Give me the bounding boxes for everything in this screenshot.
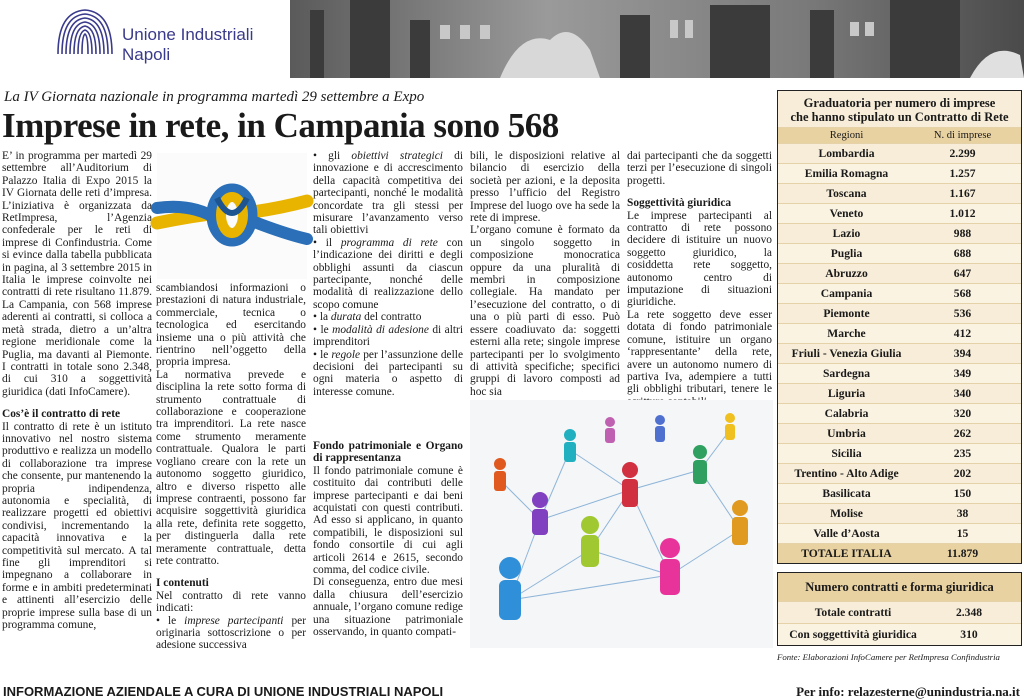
table-row	[778, 383, 1021, 403]
region-count: 38	[956, 507, 969, 520]
contract-label: Totale contratti	[814, 606, 892, 619]
logo-line2: Napoli	[122, 45, 171, 64]
paragraph: dai partecipanti che da soggetti terzi per l’esecuzione di singoli progetti.	[627, 150, 772, 187]
regions-table-title-line2: che hanno stipulato un Contratto di Rete	[790, 110, 1009, 124]
paragraph: L’organo comune è formato da un singolo soggetto in composizione monocratica oppure da una pluralità di membri in composizione collegiale. Ha mandato per l’esecuzione del contratto, o di una o più parti di esso. Può essere coadiuvato da: soggetti esterni alla rete; singole imprese partecipanti per lo svolgimento di attività specifiche; specifici gruppi di lavoro composti ad hoc sia	[470, 224, 620, 398]
region-count: 150	[953, 487, 972, 500]
column-header-count: N. di imprese	[933, 130, 992, 141]
table-row	[778, 143, 1021, 163]
bullet-item	[313, 150, 463, 237]
header-photo	[290, 0, 1024, 78]
region-name: Calabria	[824, 407, 869, 420]
table-row	[778, 163, 1021, 183]
subheading: Fondo patrimoniale e Organo di rappresentanza	[313, 440, 463, 465]
bullet-term: imprese partecipanti	[184, 614, 284, 627]
table-row	[778, 183, 1021, 203]
region-name: Campania	[820, 287, 873, 300]
region-name: Sardegna	[822, 367, 871, 380]
article-column-5	[627, 150, 772, 396]
paragraph: La rete soggetto deve esser dotata di fondo patrimoniale comune, istituire un organo ‘rappresentante’ della rete, avere un autonomo numero di partiva Iva, adempiere a tutti gli obblighi tributari, tenere le	[627, 308, 772, 396]
sidebar-tables	[777, 90, 1022, 662]
bullet-prefix: • le	[313, 323, 333, 336]
region-count: 340	[953, 387, 972, 400]
table-row	[778, 423, 1021, 443]
bullet-item	[313, 311, 463, 323]
table-row	[778, 503, 1021, 523]
table-row	[778, 601, 1021, 623]
logo-line1: Unione Industriali	[122, 25, 254, 44]
region-name: Veneto	[829, 207, 864, 220]
region-name: Sicilia	[831, 447, 862, 460]
region-count: 1.167	[949, 187, 976, 200]
bullet-term: programma di rete	[340, 236, 438, 249]
bullet-text: per l’assunzione delle decisioni dei partecipanti su ogni materia o aspetto di interesse comune.	[313, 348, 463, 398]
region-name: Toscana	[826, 187, 867, 200]
bullet-item	[313, 349, 463, 399]
bullet-text: di altri imprenditori	[313, 323, 464, 349]
paragraph: Il contratto di rete è un istituto innovativo nel nostro sistema produttivo e realizza un modello di collaborazione tra imprese che consente, pur mantenendo la propria indipendenza, autonomia e specialità, di realizzare progetti ed obiettivi condivisi, incrementando la capacità innovativa e la competitività sul mercato. A tal fine gli imprenditori si impegnano a collaborare in forme e in ambiti predeterminati e attinenti all’esercizio delle proprie imprese sulla base di un programma comune,	[2, 420, 152, 632]
table-total-row	[778, 543, 1021, 563]
subheading: I contenuti	[156, 577, 209, 590]
bullet-term: modalità di adesione	[332, 323, 429, 336]
region-count: 688	[953, 247, 972, 260]
paragraph: La normativa prevede e disciplina la rete sotto forma di strumento contrattuale di collaborazione e cooperazione tra imprenditori. La rete nasce come strumento meramente contrattuale. Qualora le parti vogliano creare con la rete un autonomo soggetto giuridico, altro e diverso rispetto alle imprese contraenti, possono far acquisire soggettività giuridica alla rete, definita rete soggetto, per distinguerla dalla rete meramente contrattuale, detta rete contratto.	[156, 368, 306, 567]
region-count: 536	[953, 307, 972, 320]
paragraph: Nel contratto di rete vanno indicati:	[156, 589, 306, 615]
paragraph: Di conseguenza, entro due mesi dalla chiusura dell’esercizio annuale, l’organo comune redige una situazione patrimoniale osservando, in quanto compati-	[313, 576, 463, 639]
region-name: Marche	[827, 327, 866, 340]
table-row	[778, 243, 1021, 263]
bullet-term: obiettivi strategici	[351, 150, 443, 162]
region-count: 647	[953, 267, 972, 280]
table-row	[778, 323, 1021, 343]
subheading: Cos’è il contratto di rete	[2, 408, 121, 421]
region-name: Abruzzo	[825, 267, 868, 280]
paragraph: bili, le disposizioni relative al bilancio di esercizio della società per azioni, e la deposita presso l’ufficio del Registro Imprese del luogo ove ha sede la rete di imprese.	[470, 150, 620, 225]
headline: Imprese in rete, in Campania sono 568	[2, 106, 559, 145]
table-row	[778, 283, 1021, 303]
bullet-text: del contratto	[361, 311, 422, 324]
contracts-table-title: Numero contratti e forma giuridica	[778, 573, 1021, 601]
bullet-term: regole	[331, 348, 361, 361]
region-count: 349	[953, 367, 972, 380]
bullet-prefix: • le	[156, 614, 185, 627]
article-column-3-lower	[313, 440, 463, 685]
region-name: Lazio	[832, 227, 861, 240]
contract-value: 2.348	[955, 606, 983, 619]
bullet-item	[313, 237, 463, 311]
region-name: Basilicata	[822, 487, 871, 500]
total-value: 11.879	[946, 547, 979, 560]
region-count: 202	[953, 467, 972, 480]
table-row	[778, 343, 1021, 363]
table-header-row	[778, 127, 1021, 143]
table-row	[778, 483, 1021, 503]
rope-knot-image	[157, 153, 307, 279]
table-row	[778, 463, 1021, 483]
region-name: Friuli - Venezia Giulia	[791, 347, 902, 360]
bullet-prefix: • le	[313, 348, 332, 361]
region-count: 2.299	[949, 147, 976, 160]
bullet-term: durata	[330, 311, 362, 324]
table-row	[778, 403, 1021, 423]
footer-left-text: INFORMAZIONE AZIENDALE A CURA DI UNIONE INDUSTRIALI NAPOLI	[3, 684, 444, 699]
region-name: Lombardia	[818, 147, 875, 160]
table-row	[778, 303, 1021, 323]
source-note: Fonte: Elaborazioni InfoCamere per RetImpresa Confindustria	[777, 652, 1000, 662]
subheading: Soggettività giuridica	[627, 197, 732, 210]
unione-industriali-emblem-icon	[52, 4, 118, 58]
contract-value: 310	[960, 628, 978, 641]
article-column-1	[2, 150, 152, 690]
bullet-text: di innovazione e di accrescimento della capacità competitiva dei partecipanti, nonché le modalità concordate tra gli stessi per misurare l’avanzamento verso tali obiettivi	[313, 150, 463, 237]
region-count: 568	[953, 287, 972, 300]
network-people-image	[470, 400, 773, 648]
regions-table	[777, 90, 1022, 564]
region-count: 988	[953, 227, 972, 240]
region-count: 262	[953, 427, 972, 440]
region-count: 394	[953, 347, 972, 360]
article-column-4	[470, 150, 620, 398]
contracts-table	[777, 572, 1022, 646]
region-name: Trentino - Alto Adige	[794, 467, 899, 480]
regions-table-title	[778, 91, 1021, 127]
footer-contact: Per info: relazesterne@unindustria.na.it	[796, 684, 1020, 699]
contract-label: Con soggettività giuridica	[789, 628, 917, 641]
region-count: 15	[956, 527, 969, 540]
table-row	[778, 523, 1021, 543]
bullet-prefix: • gli	[313, 150, 352, 162]
region-name: Valle d’Aosta	[813, 527, 880, 540]
regions-table-title-line1: Graduatoria per numero di imprese	[803, 96, 996, 110]
region-name: Molise	[830, 507, 863, 520]
kicker: La IV Giornata nazionale in programma martedì 29 settembre a Expo	[4, 89, 425, 105]
article-column-2	[156, 282, 306, 682]
region-name: Liguria	[827, 387, 866, 400]
bullet-item	[156, 615, 306, 652]
table-row	[778, 223, 1021, 243]
bullet-text: per originaria sottoscrizione o per adesione successiva	[156, 614, 306, 652]
table-row	[778, 203, 1021, 223]
region-name: Emilia Romagna	[804, 167, 889, 180]
region-count: 235	[953, 447, 972, 460]
bullet-text: con l’indicazione dei diritti e degli obblighi assunti da ciascun partecipante, nonché delle modalità di realizzazione dello scopo comune	[313, 236, 464, 311]
logo	[4, 0, 288, 78]
table-row	[778, 443, 1021, 463]
region-count: 1.012	[949, 207, 976, 220]
paragraph: Le imprese partecipanti al contratto di rete possono decidere di istituire un nuovo soggetto giuridico, la cosiddetta rete soggetto, autonomo centro di imputazione di situazioni giuridiche.	[627, 209, 772, 309]
bullet-prefix: • la	[313, 311, 331, 324]
page-footer	[0, 682, 1024, 700]
paragraph: E’ in programma per martedì 29 settembre all’Auditorium di Palazzo Italia di Expo 2015 la IV Giornata delle reti d’impresa. L’iniziativa è organizzata da RetImpresa, l’Agenzia confederale per le reti di imprese di Confindustria. Come si evince dalla tabella pubblicata in pagina, al 3 settembre 2015 in Italia le imprese coinvolte nei contratti di rete risultano 11.879. La Campania, con 568 imprese aderenti ai contratti, si colloca a metà strada, dietro a un’altra regione meridionale come la Puglia, ma davanti al Piemonte. I contratti in totale sono 2.348, di cui 310 a soggettività giuridica (dati InfoCamere).	[2, 150, 152, 398]
bullet-item	[313, 324, 463, 349]
region-name: Puglia	[830, 247, 863, 260]
logo-text	[122, 25, 253, 65]
total-label: TOTALE ITALIA	[801, 547, 892, 560]
table-row	[778, 263, 1021, 283]
region-name: Umbria	[827, 427, 866, 440]
paragraph: Il fondo patrimoniale comune è costituito dai contributi delle imprese partecipanti e dai beni acquistati con questi contributi. Ad esso si applicano, in quanto compatibili, le disposizioni sul fondo consortile di cui agli articoli 2614 e 2615, secondo comma, del codice civile.	[313, 464, 463, 577]
region-count: 1.257	[949, 167, 976, 180]
region-count: 412	[953, 327, 972, 340]
bullet-prefix: • il	[313, 236, 341, 249]
paragraph: scambiandosi informazioni o prestazioni di natura industriale, commerciale, tecnica o tecnologica ed esercitando insieme una o più attività che rientrino nell’oggetto della propria impresa.	[156, 282, 306, 369]
region-name: Piemonte	[823, 307, 870, 320]
article-column-3	[313, 150, 463, 435]
table-row	[778, 623, 1021, 645]
region-count: 320	[953, 407, 972, 420]
page-header	[0, 0, 1024, 78]
column-header-region: Regioni	[829, 130, 864, 141]
table-row	[778, 363, 1021, 383]
